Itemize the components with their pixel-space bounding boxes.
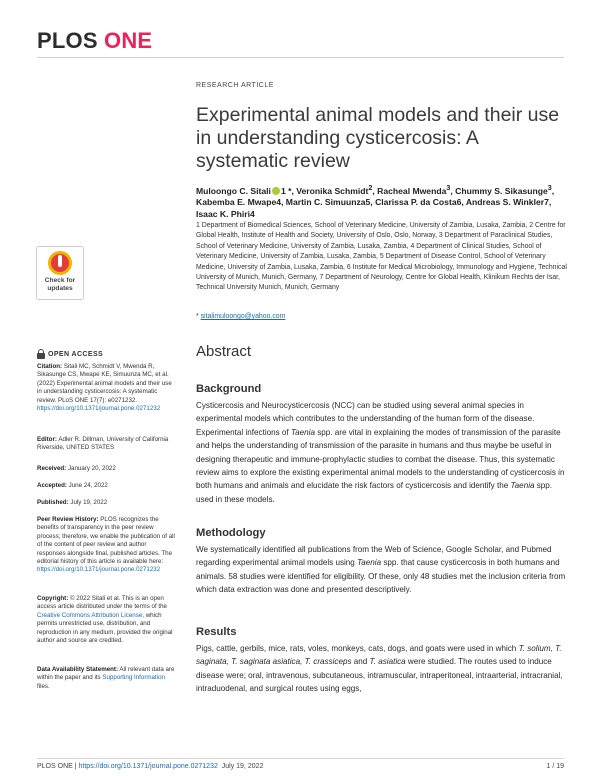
methodology-text: We systematically identified all publications from the Web of Science, Google Scholar, and Pubmed regarding experimental animal models using — [196, 545, 552, 568]
peer-review-block — [37, 516, 175, 575]
footer-separator: | — [72, 763, 79, 770]
author-segment: Kabemba E. Mwape4, Martin C. Simuunza5, Clarissa P. da Costa6, Andreas S. Winkler7, Isaac K. Phiri4 — [196, 197, 552, 220]
logo-one-text: ONE — [104, 28, 153, 53]
background-italic: Taenia — [510, 481, 535, 491]
background-heading: Background — [196, 383, 262, 395]
citation-label: Citation: — [37, 363, 63, 370]
copyright-text-2: , which permits unrestricted use, distribution, and reproduction in any medium, provided the original author and source are credited. — [37, 611, 173, 645]
editor-label: Editor: — [37, 436, 57, 443]
results-italic: T. solium, T. saginata, T. saginata asiatica, T. crassiceps — [196, 644, 562, 667]
citation-doi-link[interactable]: https://doi.org/10.1371/journal.pone.0271232 — [37, 405, 161, 413]
logo-plos-text: PLOS — [37, 28, 98, 53]
open-access-label — [37, 349, 103, 359]
email-prefix: * — [196, 313, 201, 320]
lock-icon — [37, 349, 45, 359]
methodology-heading: Methodology — [196, 527, 266, 539]
results-heading: Results — [196, 626, 237, 638]
received-label: Received: — [37, 465, 67, 472]
accepted-date: June 24, 2022 — [66, 482, 108, 489]
footer-doi-link[interactable]: https://doi.org/10.1371/journal.pone.0271232 — [78, 763, 218, 770]
peer-review-text: PLOS recognizes the benefits of transparency in the peer review process; therefore, we enable the publication of all of the content of peer review and author responses alongside final, published articles. The editorial history of this article is available here: — [37, 516, 175, 566]
background-text: spp. used in these models. — [196, 481, 553, 504]
email-link[interactable]: sitalimuloongo@yahoo.com — [200, 313, 286, 320]
results-text: were studied. The routes used to induce disease were; oral, intravenous, subcutaneous, intramuscular, intraperitoneal, intraarterial, intracranial, intraduodenal, and surgical routes using eggs, — [196, 657, 563, 694]
background-paragraph — [196, 399, 568, 506]
background-text: spp. are vital in explaining the modes of transmission of the parasite and helps the understanding of transmission of the parasite in humans and thus maybe be useful in designing therapeutic and immune-prophylactic studies to combat the disease. Thus, this systematic review aims to explore the existing experimental animal models to the understanding of cysticercosis in both humans and animals and elucidate the risk factors of cysticercosis and identify the — [196, 427, 565, 491]
copyright-label: Copyright: — [37, 595, 69, 602]
data-availability-block — [37, 666, 175, 691]
badge-line-2: updates — [47, 284, 73, 292]
results-paragraph — [196, 642, 568, 696]
article-title: Experimental animal models and their use in understanding cysticercosis: A systematic review — [196, 104, 560, 172]
affil-sup: 3 — [446, 184, 451, 192]
background-text: Cysticercosis and Neurocysticercosis (NCC) can be studied using several animal species in experimental models which contributes to the understanding of the human form of the disease. Experimental infections of — [196, 401, 535, 437]
supporting-information-link[interactable]: Supporting Information — [102, 674, 165, 682]
orcid-icon[interactable] — [272, 187, 280, 195]
published-date: July 19, 2022 — [68, 499, 108, 506]
plos-one-logo[interactable] — [37, 28, 152, 54]
citation-block — [37, 363, 175, 413]
affiliations: 1 Department of Biomedical Sciences, School of Veterinary Medicine, University of Zambia, Lusaka, Zambia, 2 Centre for Global Health, Institute of Health and Society, University of Oslo, Oslo, Norway, 3 Department of Paraclinical Studies, School of Veterinary Medicine, University of Zambia, Lusaka, Zambia, 4 Department of Clinical Studies, School of Veterinary Medicine, University of Zambia, Lusaka, Zambia, 5 Department of Disease Control, School of Veterinary Medicine, University of Zambia, Lusaka, Zambia, 6 Institute for Medical Microbiology, Immunology and Hygiene, Technical University of Munich, Munich, Germany, 7 Department of Neurology, Centre for Global Health, Klinikum Rechts der Isar, Technical University Munich, Munich, Germany — [196, 222, 567, 292]
footer-citation — [37, 763, 263, 770]
page-number: 1 / 19 — [546, 763, 564, 770]
footer-date: July 19, 2022 — [221, 763, 264, 770]
copyright-text: © 2022 Sitali et al. This is an open access article distributed under the terms of the — [37, 595, 168, 611]
author-segment: 1 *, Veronika Schmidt — [280, 185, 369, 196]
article-type: RESEARCH ARTICLE — [196, 82, 274, 89]
citation-text: Sitali MC, Schmidt V, Mwenda R, Sikasunge CS, Mwape KE, Simuunza MC, et al. (2022) Experimental animal models and their use in understanding cysticercosis: A systematic review. PLoS ONE 17(7): e0271232. — [37, 363, 172, 404]
editor-text: Adler R. Dillman, University of California Riverside, UNITED STATES — [37, 436, 169, 452]
results-text: and — [351, 657, 370, 667]
author-segment: , Chummy S. Sikasunge — [450, 185, 548, 196]
copyright-block — [37, 595, 175, 645]
author-segment: , Racheal Mwenda — [372, 185, 447, 196]
peer-review-link[interactable]: https://doi.org/10.1371/journal.pone.0271232 — [37, 566, 161, 574]
results-italic: T. asiatica — [369, 657, 406, 667]
data-availability-text: All relevant data are within the paper and its — [37, 666, 175, 682]
page-footer — [37, 763, 564, 770]
peer-review-label: Peer Review History: — [37, 516, 99, 523]
data-availability-text-2: files. — [37, 682, 50, 690]
published-label: Published: — [37, 499, 69, 506]
open-access-text: OPEN ACCESS — [48, 350, 104, 358]
check-for-updates-badge[interactable] — [36, 246, 84, 300]
corresponding-email — [196, 313, 285, 320]
author-sitali[interactable]: Muloongo C. Sitali — [196, 185, 271, 196]
badge-line-1: Check for — [44, 277, 76, 284]
received-block — [37, 465, 175, 473]
affil-sup: 3 — [547, 184, 552, 192]
author-list: Muloongo C. Sitali 1 *, Veronika Schmidt$^2$, Racheal Mwenda$^3$, Chummy S. Sikasunge$^3$, Kabemba E. Mwape4, Martin C. Simuunza5, Clarissa P. da Costa6, Andreas S. Winkler7, Isaac K. Phiri4 — [196, 184, 555, 220]
footer-journal: PLOS ONE — [37, 763, 73, 770]
license-link[interactable]: Creative Commons Attribution License — [37, 611, 143, 619]
affil-sup: 2 — [368, 184, 373, 192]
abstract-heading: Abstract — [196, 343, 252, 360]
data-availability-label: Data Availability Statement: — [37, 666, 119, 673]
editor-block — [37, 436, 175, 453]
accepted-label: Accepted: — [37, 482, 67, 489]
header-divider — [37, 57, 564, 58]
methodology-text: spp. that cause cysticercosis in both humans and animals. 58 studies were identified for eligibility. Of these, only 48 studies met the inclusion criteria from which data extraction was done and presented descriptively. — [196, 558, 566, 595]
background-italic: Taenia — [290, 427, 315, 437]
methodology-italic: Taenia — [357, 558, 382, 568]
check-for-updates-icon — [48, 251, 72, 275]
received-date: January 20, 2022 — [66, 465, 116, 472]
footer-divider — [37, 758, 564, 759]
results-text: Pigs, cattle, gerbils, mice, rats, voles, monkeys, cats, dogs, and goats were used in which — [196, 644, 519, 653]
accepted-block — [37, 482, 175, 490]
methodology-paragraph — [196, 543, 568, 597]
published-block — [37, 499, 175, 507]
